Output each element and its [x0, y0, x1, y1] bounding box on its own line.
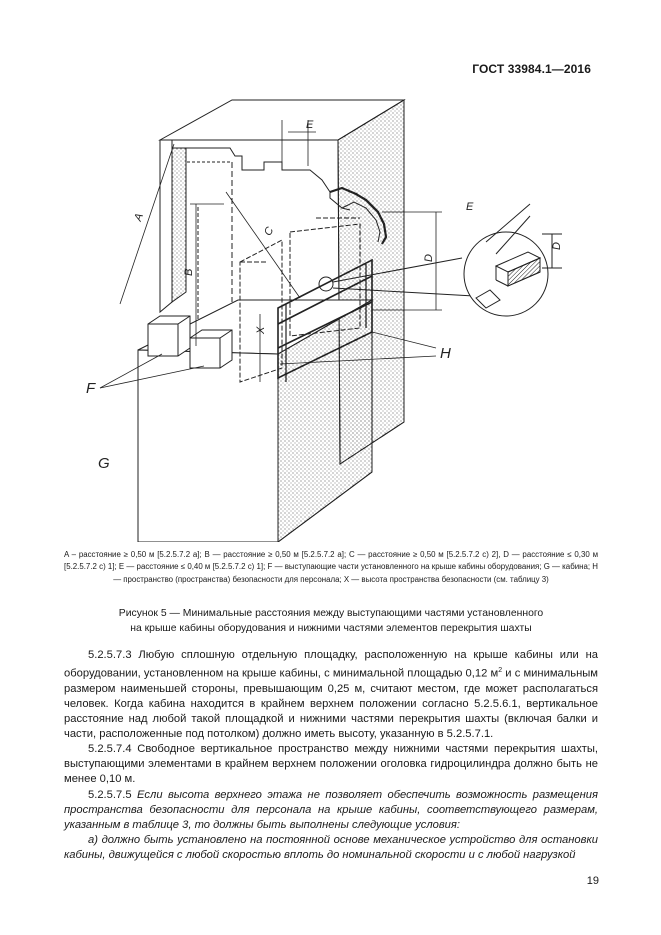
- paragraph-5-2-5-7-3: 5.2.5.7.3 Любую сплошную отдельную площадку, расположенную на крыше кабины или на оборудовании, установленном на крыше кабины, с минимальной площадью 0,12 $м^2$ и с минимальным размером наименьшей стороны, превышающим 0,25 м, считают местом, где может располагаться человек. Когда кабина находится в крайнем верхнем положении согласно 5.2.5.6.1, вертикальное расстояние над любой такой площадкой и нижними частями перекрытия шахты (включая балки и части, расположенные под потолком) должно иметь высоту, указанную в 5.2.5.7.1.: [64, 649, 599, 741]
- paragraph-5-2-5-7-5: 5.2.5.7.5 Если высота верхнего этажа не позволяет обеспечить возможность размещения пространства безопасности для персонала на крыше кабины, соответствующего размерам, указанным в таблице 3, то должны быть выполнены следующие условия:: [64, 788, 598, 831]
- paragraph-item-a: а) должно быть установлено на постоянной основе механическое устройство для остановки кабины, движущейся с любой скоростью вплоть до номинальной скорости и с любой нагрузкой: [64, 833, 598, 861]
- label-g: G: [98, 455, 110, 472]
- label-e: E: [306, 119, 314, 131]
- shaft-headroom-figure: [60, 92, 620, 542]
- figure-caption: [64, 606, 598, 636]
- label-d: D: [423, 254, 435, 262]
- car-front: [138, 350, 278, 542]
- shaft-left-wall: [160, 140, 172, 312]
- label-c: C: [261, 225, 277, 238]
- caption-line-2: на крыше кабины оборудования и нижними частями элементов перекрытия шахты: [130, 623, 532, 634]
- page-number: 19: [586, 875, 599, 887]
- ceiling-beam: [172, 148, 350, 210]
- label-h: H: [440, 345, 451, 362]
- label-x: X: [255, 326, 267, 334]
- label-d-detail: D: [551, 242, 563, 250]
- label-f: F: [86, 380, 96, 397]
- equipment-box-1: [148, 316, 190, 356]
- paragraph-5-2-5-7-4: 5.2.5.7.4 Свободное вертикальное пространство между нижними частями перекрытия шахты, выступающими элементами в крайнем верхнем положении оголовка гидроцилиндра должно быть не менее 0,10 м.: [64, 743, 598, 786]
- label-b: B: [183, 268, 195, 276]
- figure-legend: A – расстояние ≥ 0,50 м [5.2.5.7.2 a]; B — расстояние ≥ 0,50 м [5.2.5.7.2 a]; C — расстояние ≥ 0,50 м [5.2.5.7.2 c) 2], D — расстояние ≤ 0,30 м [5.2.5.7.2 c) 1]; E — расстояние ≤ 0,40 м [5.2.5.7.2 c) 1]; F — выступающие части установленного на крыше кабины оборудования; G — кабина; H — пространство (пространства) безопасности для персонала; X — высота пространства безопасности (см. таблицу 3): [64, 550, 598, 584]
- detail-inset: [464, 204, 562, 316]
- label-e-detail: E: [466, 201, 474, 213]
- label-a: A: [132, 211, 146, 223]
- body-text: [64, 648, 598, 863]
- standard-header: ГОСТ 33984.1—2016: [472, 62, 591, 76]
- caption-line-1: Рисунок 5 — Минимальные расстояния между выступающими частями установленного: [118, 608, 544, 619]
